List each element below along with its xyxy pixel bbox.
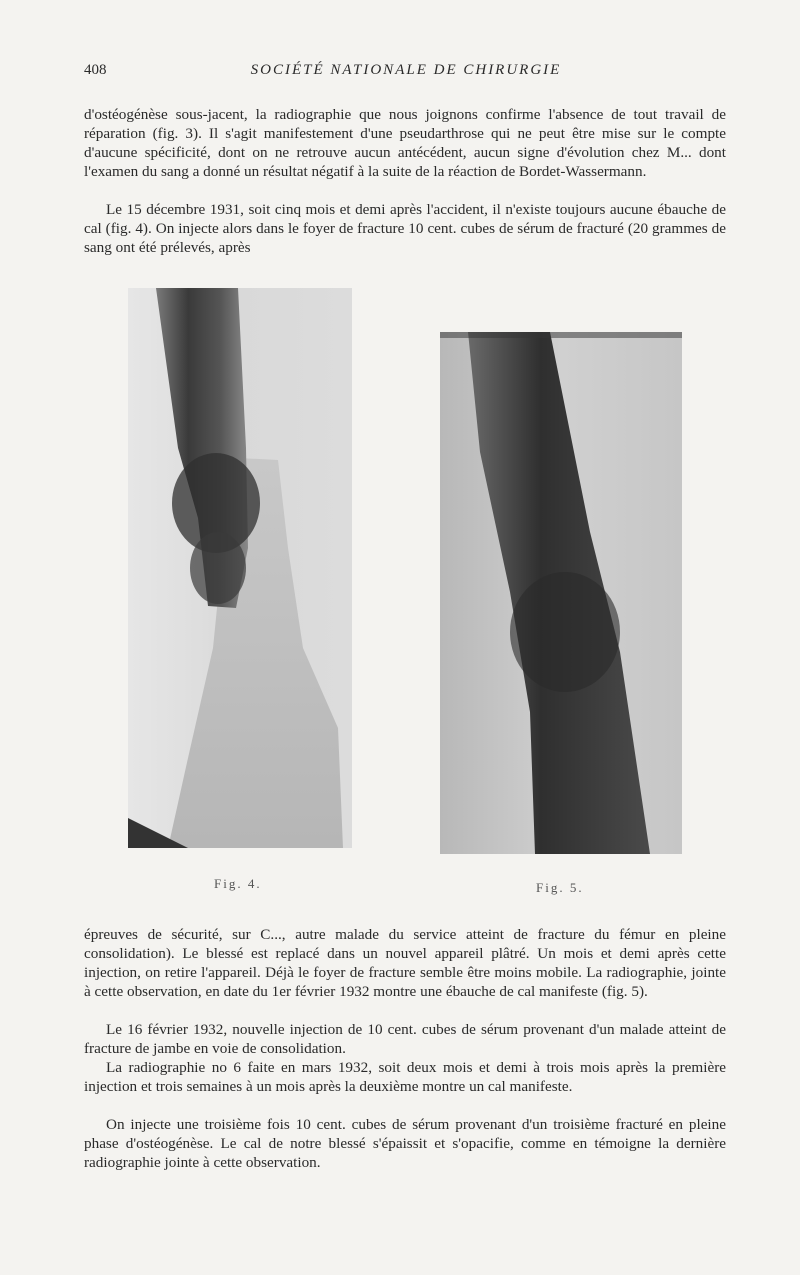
page-header: [84, 62, 728, 82]
running-title: SOCIÉTÉ NATIONALE DE CHIRURGIE: [250, 62, 562, 78]
paragraph-1: d'ostéogénèse sous-jacent, la radiographie que nous joignons confirme l'absence de tout travail de réparation (fig. 3). Il s'agit manifestement d'une pseudarthrose qui ne peut être mise sur le compte d'aucune spécificité, dont on ne retrouve aucun antécédent, aucun signe d'évolution chez M... dont l'examen du sang a donné un résultat négatif à la suite de la réaction de Bordet-Wassermann.: [84, 106, 726, 180]
radiograph-fig-4: [128, 288, 352, 848]
figure-4-caption: Fig. 4.: [214, 876, 262, 891]
paragraph-4: Le 16 février 1932, nouvelle injection de 10 cent. cubes de sérum provenant d'un malade atteint de fracture de jambe en voie de consolidation.: [84, 1021, 726, 1057]
paragraph-6: On injecte une troisième fois 10 cent. cubes de sérum provenant d'un troisième fracturé en pleine phase d'ostéogénèse. Le cal de notre blessé s'épaissit et s'opacifie, comme en témoigne la dernière radiographie jointe à cette observation.: [84, 1116, 726, 1171]
figure-5-caption: Fig. 5.: [536, 880, 584, 895]
paragraph-3: épreuves de sécurité, sur C..., autre malade du service atteint de fracture du fémur en pleine consolidation). Le blessé est replacé dans un nouvel appareil plâtré. Un mois et demi après cette injection, on retire l'appareil. Déjà le foyer de fracture semble être moins mobile. La radiographie, jointe à cette observation, en date du 1er février 1932 montre une ébauche de cal manifeste (fig. 5).: [84, 926, 726, 1000]
paragraph-5: La radiographie no 6 faite en mars 1932, soit deux mois et demi à trois mois après la première injection et trois semaines à un mois après la deuxième montre un cal manifeste.: [84, 1059, 726, 1095]
page-number: 408: [84, 62, 107, 78]
paragraph-2: Le 15 décembre 1931, soit cinq mois et demi après l'accident, il n'existe toujours aucune ébauche de cal (fig. 4). On injecte alors dans le foyer de fracture 10 cent. cubes de sérum de fracturé (20 grammes de sang ont été prélevés, après: [84, 201, 726, 256]
radiograph-fig-5: [440, 332, 682, 854]
